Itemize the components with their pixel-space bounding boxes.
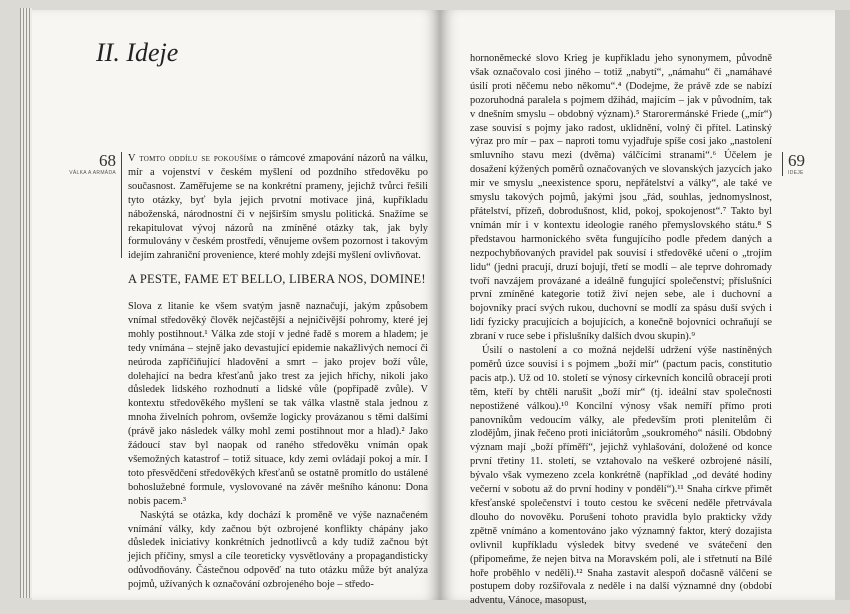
right-margin-label [788,152,832,177]
page-number-right: 69 [788,151,805,170]
margin-rule-right [782,152,783,176]
left-body-text [128,300,428,592]
page-number-left: 68 [99,151,116,170]
body-paragraph: Slova z litanie ke všem svatým jasně naznačují, jakým způsobem vnímal středověký člověk nejčastější a nejničivější pohromy, které jej mohly postihnout.¹ Válka zde stojí v jedné řadě s morem a hladem; je tedy vnímána – stejně jako devastující epidemie nakažlivých nemocí či neúroda zapříčiňující hladovění a smrt – jako projev boží vůle, dolehající na bedra křesťanů jako trest za jejich hříchy, nikoli jako důsledek lidského rozhodnutí a lidské vůle (popřípadě zvůle). V kontextu středověkého myšlení se tak válka vlastně stala jednou z mnoha živelních pohrom, ovšemže logicky provázanou s těmi dalšími (právě jako následek války mohl zemi postihnout mor a hlad).² Jako žádoucí stav byl naopak od raného středověku vnímán opak všemožných katastrof – totiž situace, kdy zemi ovládají pokoj a mír. I toto přesvědčení středověkých křesťanů se ostatně promítlo do ustálené bohoslužebné formule, vyslovované na závěr mešního kánonu: Dona nobis pacem.³ [128,301,428,507]
right-page-edge [835,10,850,600]
running-head-left: VÁLKA A ARMÁDA [69,170,116,176]
intro-text: o rámcové zmapování názorů na válku, mír a vojenství v českém myšlení od pozdního středověku po současnost. Zaměřujeme se na konkrétní prameny, jejichž tvůrci řešili tyto otázky, byť byla jejich prvotní motivace jiná, kupříkladu náboženská, národnostní či v nejširším smyslu politická. Snažíme se rekapitulovat vývoj názorů na zmíněné otázky tak, jak byly formulovány v českém prostředí, věnujeme ovšem pozornost i takovým idejím zahraniční provenience, které mohly zdejší myšlení ovlivňovat. [128,153,428,262]
chapter-intro [128,152,428,263]
right-body-text [470,52,772,608]
running-head-right: IDEJE [788,170,804,176]
left-margin-label [60,152,116,177]
body-paragraph: hornoněmecké slovo Krieg je kupříkladu jeho synonymem, původně však označovalo cosi jiného – totiž „nabytí“, „námahu“ či „namáhavé úsilí proti něčemu nebo někomu“.⁴ (Dodejme, že právě zde se nabízí pozoruhodná paralela s pojmem džihád, majícím – jak v původním, tak v dnešním smyslu – obdobný význam).⁵ Staroгermánské Friede („mír“) zase souvisí s pojmy jako radost, uklidnění, volný či přítel. Latinský výraz pro mír – pax – naproti tomu vyjadřuje spíše cosi jako „nastolení smluvního stavu mezi (dvěma) válčícími stranami“.⁶ Účelem je dosažení kýžených poměrů označovaných ve slovanských jazycích jako mir ve smyslu „neexistence sporu, nepřátelství a války“, ale také ve smyslu takových pojmů, jakými jsou „řád, souhlas, jednomyslnost, přátelství, přízeň, dobrodušnost, klid, pokoj, spokojenost“.⁷ Takto byl vnímán mír i v kontextu ideologie raného přemyslovského státu.⁸ S představou harmonického světa fungujícího podle předem daných a nezpochybňovaných pravidel pak souvisí i středověké učení o „trojím lidu“ (jedni pracují, druzí bojují, třetí se modlí – ale teprve dohromady tvoří navzájem provázané a ideálně fungující společenství; příslušníci první zmíněné kategorie totiž živí nejen sebe, ale i duchovní a bojovníky prací svých rukou, duchovní se modlí za spásu duší svých i lidí fyzicky pracujících a bojujících, a konečně bojovníci ochraňují se zbraní v ruce sebe i příslušníky dalších dvou skupin).⁹ [470,53,772,343]
section-heading: A PESTE, FAME ET BELLO, LIBERA NOS, DOMINE! [128,272,426,286]
intro-lead: V tomto oddílu se pokoušíme [128,153,258,164]
page-edges [20,8,32,598]
chapter-title: II. Ideje [96,38,179,67]
body-paragraph: Naskýtá se otázka, kdy dochází k proměně ve výše naznačeném vnímání války, kdy začnou být ozbrojené konflikty chápány jako důsledek iniciativy konkrétních jednotlivců a kdy tudíž začnou být jejich příčiny, smysl a cíle teoreticky vysvětlovány a propagandisticky odůvodňovány. Částečnou odpověď na tuto otázku může být analýza pojmů, užívaných k označování ozbrojeného boje – středo- [128,509,428,591]
margin-rule-left [121,152,122,258]
body-paragraph: Úsilí o nastolení a co možná nejdelší udržení výše nastíněných poměrů úzce souvisí i s pojmem „boží mír“ (pactum pacis, constitutio pacis atp.). Už od 10. století se výnosy církevních koncilů obracejí proti těm, kteří by chtěli narušit „boží mír“ (tj. ideální stav společnosti nepostižené válkou).¹⁰ Koncilní výnosy však nemíří přímo proti panovníkům vedoucím války, ale především proti plenitelům či zlodějům, jinak řečeno proti iniciátorům „soukromého“ násilí. Obdobný význam mají „boží příměří“, jejichž vyhlašování, doložené od konce první třetiny 11. století, se vztahovalo na veškeré ozbrojené násilí, bývalo však vymezeno zcela konkrétně (například „od deváté hodiny večerní v sobotu až do první hodiny v pondělí“).¹¹ Snaha církve přimět křesťanské společenství i touto cestou ke svěcení neděle přetrvávala dlouho do novověku. Porušení tohoto pravidla bylo prakticky vždy zpětně vnímáno a komentováno jako významný faktor, který dozajista ovlivnil kupříkladu výsledek bitvy svedené ve svátečení den (připomeňme, že nejen bitva na Moravském poli, ale i střetnutí na Bílé hoře proběhlo v neděli).¹² Snaha zastavit alespoň dočasně válčení se postupem doby rozšiřovala z neděle i na další významné dny (období adventu, Vánoce, masopust, [470,345,772,607]
